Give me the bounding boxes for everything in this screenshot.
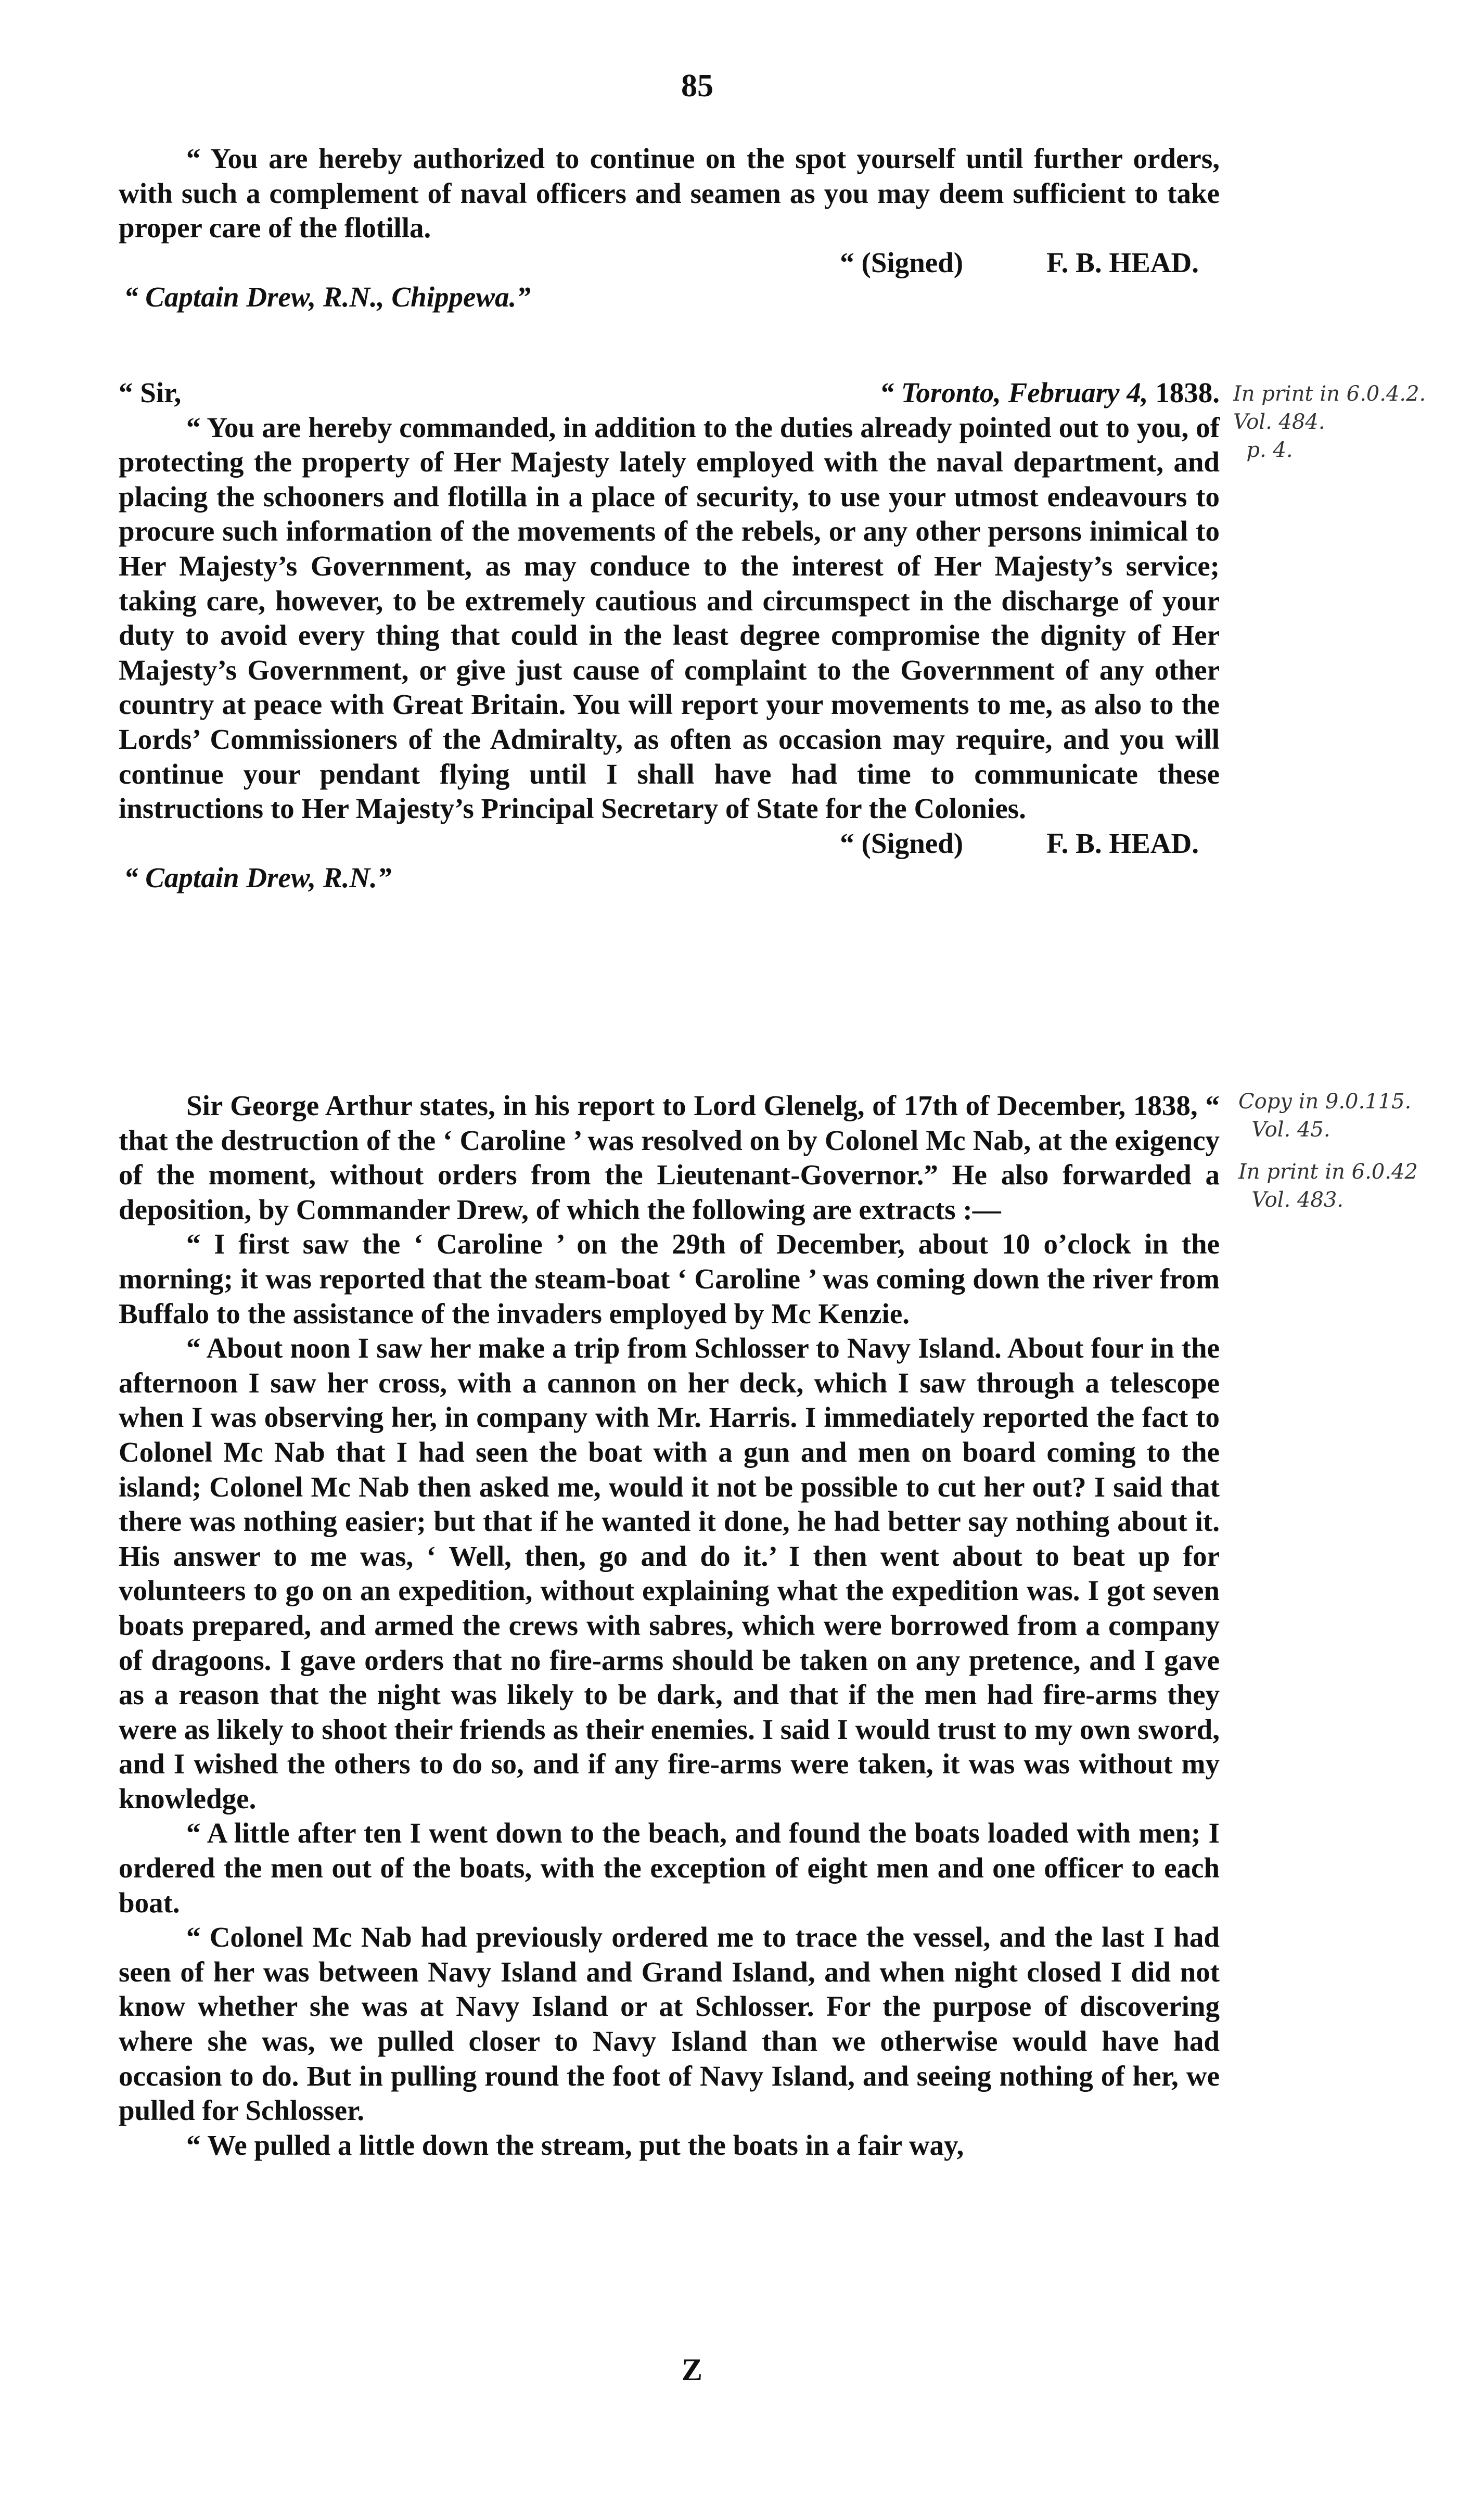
- printer-signature-mark: Z: [681, 2353, 703, 2387]
- letter-1-signature-line: [119, 246, 1220, 280]
- margin-note-3: In print in 6.0.42 Vol. 483.: [1238, 1160, 1418, 1212]
- letter-2-salutation: “ Sir,: [119, 377, 182, 408]
- deposition-paragraph: “ We pulled a little down the stream, put the boats in a fair way,: [186, 2129, 964, 2161]
- letter-1-body: “ You are hereby authorized to continue on the spot yourself until further orders, with such a complement of naval officers and seamen as you may deem sufficient to take proper care of the flotilla.: [119, 143, 1220, 244]
- letter-2-date: “ Toronto, February 4,: [879, 377, 1148, 408]
- letter-2-addressee: “ Captain Drew, R.N.”: [124, 862, 392, 894]
- letter-2: [119, 376, 1220, 896]
- deposition-paragraph: “ A little after ten I went down to the beach, and found the boats loaded with men; I ordered the men out of the boats, with the exception of eight men and one officer to each boat.: [119, 1817, 1220, 1919]
- deposition-paragraph: “ About noon I saw her make a trip from Schlosser to Navy Island. About four in the afternoon I saw her cross, with a cannon on her deck, which I saw through a telescope when I was observing her, in company with Mr. Harris. I immediately reported the fact to Colonel Mc Nab that I had seen the boat with a gun and men on board coming to the island; Colonel Mc Nab then asked me, would it not be possible to cut her out? I said that there was nothing easier; but that if he wanted it done, he had better say nothing about it. His answer to me was, ‘ Well, then, go and do it.’ I then went about to beat up for volunteers to go on an expedition, without explaining what the expedition was. I got seven boats prepared, and armed the crews with sabres, which were borrowed from a company of dragoons. I gave orders that no fire-arms should be taken on any pretence, and I gave as a reason that the night was likely to be dark, and that if the men had fire-arms they were as likely to shoot their friends as their enemies. I said I would trust to my own sword, and I wished the others to do so, and if any fire-arms were taken, it was was without my knowledge.: [119, 1332, 1220, 1814]
- margin-note-1: In print in 6.0.4.2. Vol. 484. p. 4.: [1233, 382, 1426, 462]
- letter-2-signature-line: [119, 826, 1220, 861]
- letter-1-signed-label: “ (Signed): [840, 246, 964, 278]
- deposition-paragraph: “ Colonel Mc Nab had previously ordered me to trace the vessel, and the last I had seen of her was between Navy Island and Grand Island, and when night closed I did not know whether she was at Navy Island or at Schlosser. For the purpose of discovering where she was, we pulled closer to Navy Island than we otherwise would have had occasion to do. But in pulling round the foot of Navy Island, and seeing nothing of her, we pulled for Schlosser.: [119, 1921, 1220, 2127]
- letter-2-heading: [119, 376, 1220, 411]
- deposition-paragraph: “ I first saw the ‘ Caroline ’ on the 29th of December, about 10 o’clock in the morning; it was reported that the steam-boat ‘ Caroline ’ was coming down the river from Buffalo to the assistance of the invaders employed by Mc Kenzie.: [119, 1228, 1220, 1330]
- page-number: 85: [681, 68, 713, 104]
- letter-2-signed-label: “ (Signed): [840, 827, 964, 859]
- letter-2-dateline: [880, 376, 1220, 411]
- narrative-intro: Sir George Arthur states, in his report to Lord Glenelg, of 17th of December, 1838, “ that the destruction of the ‘ Caroline ’ was resolved on by Colonel Mc Nab, at the exigency of the moment, without orders from the Lieutenant-Governor.” He also forwarded a deposition, by Commander Drew, of which the following are extracts :—: [119, 1090, 1220, 1225]
- letter-1: [119, 142, 1220, 315]
- letter-2-year: 1838.: [1155, 377, 1220, 408]
- letter-2-signature: F. B. HEAD.: [1046, 827, 1199, 859]
- letter-2-body: “ You are hereby commanded, in addition to the duties already pointed out to you, of protecting the property of Her Majesty lately employed with the naval department, and placing the schooners and flotilla in a place of security, to use your utmost endeavours to procure such information of the movements of the rebels, or any other persons inimical to Her Majesty’s Government, as may conduce to the interest of Her Majesty’s service; taking care, however, to be extremely cautious and circumspect in the discharge of your duty to avoid every thing that could in the least degree compromise the dignity of Her Majesty’s Government, or give just cause of complaint to the Government of any other country at peace with Great Britain. You will report your movements to me, as also to the Lords’ Commissioners of the Admiralty, as often as occasion may require, and you will continue your pendant flying until I shall have had time to communicate these instructions to Her Majesty’s Principal Secretary of State for the Colonies.: [119, 411, 1220, 825]
- letter-1-signature: F. B. HEAD.: [1046, 246, 1199, 278]
- narrative: [119, 1089, 1220, 2163]
- letter-1-addressee: “ Captain Drew, R.N., Chippewa.”: [124, 281, 531, 313]
- margin-note-2: Copy in 9.0.115. Vol. 45.: [1238, 1090, 1412, 1142]
